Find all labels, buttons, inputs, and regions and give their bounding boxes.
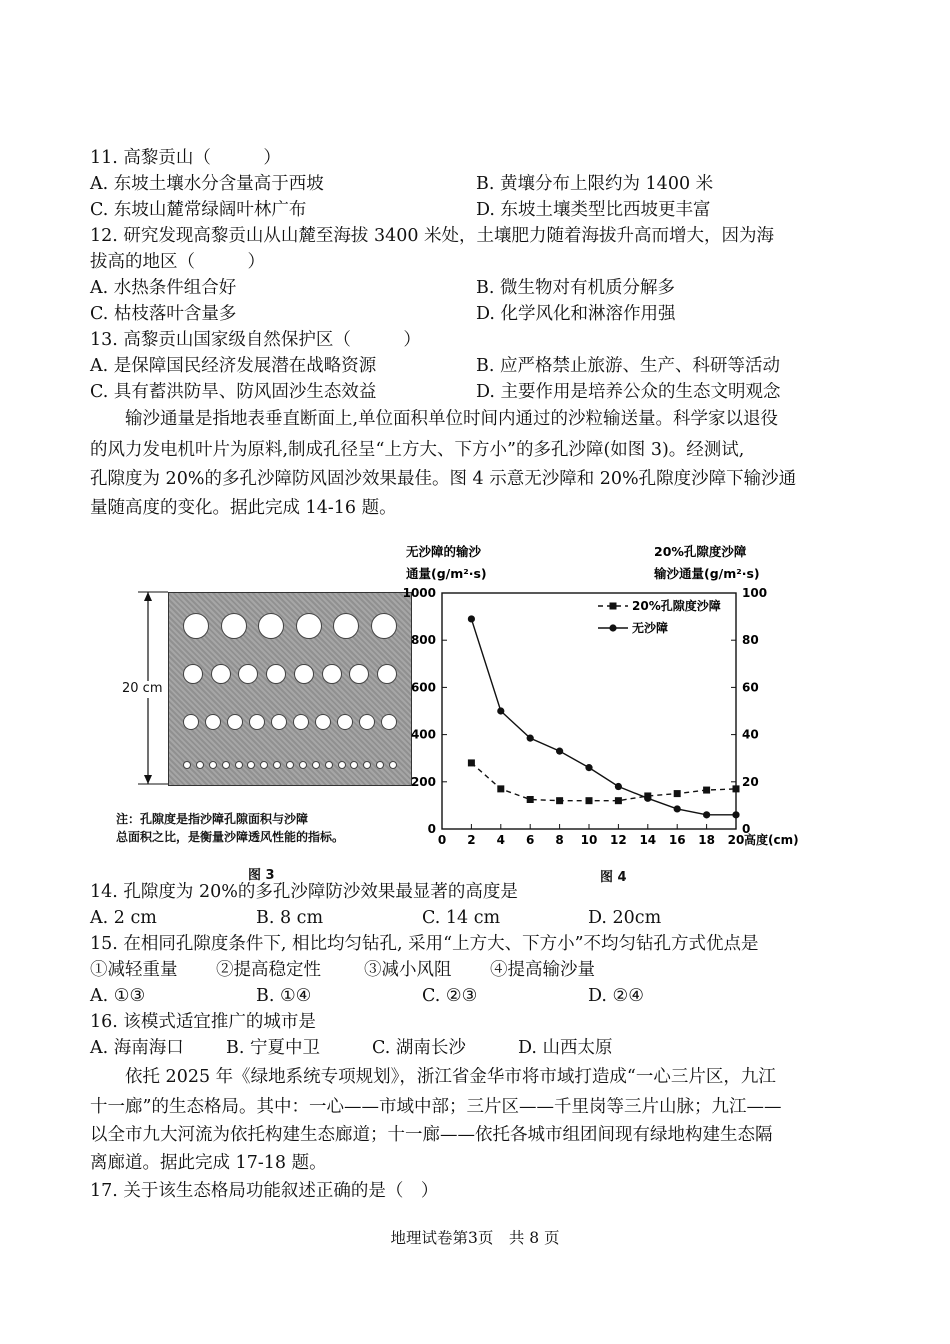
- right-tick-label: 40: [742, 727, 759, 742]
- x-tick-label: 16: [668, 833, 686, 847]
- series-point-circle: [556, 748, 563, 755]
- q14-option-d: D. 20cm: [588, 908, 662, 928]
- q15-option-d: D. ②④: [588, 986, 644, 1006]
- barrier-hole: [337, 714, 353, 730]
- barrier-hole: [363, 761, 371, 769]
- q12-stem-line1: 12. 研究发现高黎贡山从山麓至海拔 3400 米处，土壤肥力随着海拔升高而增大，因为海: [90, 226, 775, 246]
- series-point-circle: [527, 735, 534, 742]
- barrier-hole: [209, 761, 217, 769]
- barrier-hole: [371, 613, 397, 639]
- x-tick-label: 12: [610, 833, 627, 847]
- q15-item-3: ③减小风阻: [364, 960, 452, 980]
- series-point-circle: [585, 764, 592, 771]
- passage1-line1: 输沙通量是指地表垂直断面上,单位面积单位时间内通过的沙粒输送量。科学家以退役: [90, 409, 779, 429]
- q15-stem: 15. 在相同孔隙度条件下, 相比均匀钻孔, 采用“上方大、下方小”不均匀钻孔方式优点是: [90, 934, 759, 954]
- series-point-square: [586, 797, 593, 804]
- barrier-hole: [389, 761, 397, 769]
- q16-option-b: B. 宁夏中卫: [226, 1038, 320, 1058]
- q15-item-2: ②提高稳定性: [216, 960, 321, 980]
- barrier-hole: [266, 664, 286, 684]
- left-axis-label-line2: 通量(g/m²·s): [406, 566, 487, 581]
- barrier-hole: [377, 664, 397, 684]
- page-footer: 地理试卷第3页 共 8 页: [390, 1229, 560, 1247]
- series-point-circle: [732, 811, 739, 818]
- legend-label-barrier: 20%孔隙度沙障: [632, 599, 721, 613]
- series-point-square: [733, 785, 740, 792]
- passage1-line2: 的风力发电机叶片为原料,制成孔径呈“上方大、下方小”的多孔沙障(如图 3)。经测试,: [90, 440, 745, 460]
- barrier-hole: [258, 613, 284, 639]
- series-point-circle: [703, 811, 710, 818]
- q15-item-1: ①减轻重量: [90, 960, 178, 980]
- left-tick-label: 0: [427, 822, 436, 836]
- series-point-square: [703, 787, 710, 794]
- legend-marker-no-barrier: [609, 624, 616, 631]
- series-point-circle: [497, 707, 504, 714]
- q13-option-d: D. 主要作用是培养公众的生态文明观念: [476, 382, 781, 402]
- barrier-hole: [221, 613, 247, 639]
- passage1-line4: 量随高度的变化。据此完成 14-16 题。: [90, 498, 397, 518]
- series-point-circle: [674, 805, 681, 812]
- figure-4-caption: 图 4: [600, 870, 627, 885]
- series-point-square: [468, 759, 475, 766]
- q12-option-a: A. 水热条件组合好: [90, 278, 237, 298]
- barrier-hole: [338, 761, 346, 769]
- left-tick-label: 600: [410, 680, 436, 695]
- barrier-hole: [293, 714, 309, 730]
- figure-3-note: [116, 810, 416, 846]
- barrier-hole: [247, 761, 255, 769]
- height-label: 20 cm: [122, 681, 163, 696]
- series-point-square: [615, 797, 622, 804]
- q14-stem: 14. 孔隙度为 20%的多孔沙障防沙效果最显著的高度是: [90, 882, 518, 902]
- series-point-square: [497, 785, 504, 792]
- barrier-hole: [359, 714, 375, 730]
- x-tick-label: 4: [496, 833, 505, 847]
- passage2-line3: 以全市九大河流为依托构建生态廊道；十一廊——依托各城市组团间现有绿地构建生态隔: [90, 1125, 773, 1145]
- q17-stem: 17. 关于该生态格局功能叙述正确的是（ ）: [90, 1181, 439, 1201]
- q11-option-a: A. 东坡土壤水分含量高于西坡: [90, 174, 324, 194]
- x-tick-label: 20: [727, 833, 745, 847]
- barrier-hole: [322, 664, 342, 684]
- barrier-hole: [183, 613, 209, 639]
- barrier-hole: [227, 714, 243, 730]
- q13-option-b: B. 应严格禁止旅游、生产、科研等活动: [476, 356, 780, 376]
- barrier-hole: [312, 761, 320, 769]
- passage1-line3: 孔隙度为 20%的多孔沙障防风固沙效果最佳。图 4 示意无沙障和 20%孔隙度沙障下输沙通: [90, 469, 797, 489]
- q13-stem: 13. 高黎贡山国家级自然保护区（ ）: [90, 330, 421, 350]
- barrier-hole: [205, 714, 221, 730]
- left-tick-label: 400: [410, 727, 436, 742]
- left-tick-label: 1000: [402, 586, 436, 600]
- q11-option-d: D. 东坡土壤类型比西坡更丰富: [476, 200, 711, 220]
- figure-3-sand-barrier: [110, 586, 410, 856]
- barrier-hole: [350, 761, 358, 769]
- barrier-hole: [296, 613, 322, 639]
- barrier-hole: [183, 761, 191, 769]
- left-axis-label-line1: 无沙障的输沙: [406, 544, 482, 559]
- x-tick-label: 8: [555, 833, 564, 847]
- q12-option-c: C. 枯枝落叶含量多: [90, 304, 237, 324]
- q14-option-c: C. 14 cm: [422, 908, 501, 928]
- barrier-hole: [381, 714, 397, 730]
- right-tick-label: 60: [742, 680, 759, 695]
- note-line1: 注：孔隙度是指沙障孔隙面积与沙障: [116, 812, 309, 826]
- plot-frame: [442, 593, 736, 829]
- barrier-hole: [211, 664, 231, 684]
- x-axis-label: 高度(cm): [744, 833, 799, 847]
- q12-option-d: D. 化学风化和淋溶作用强: [476, 304, 676, 324]
- x-tick-label: 6: [526, 833, 535, 847]
- legend-marker-barrier: [610, 603, 617, 610]
- left-tick-label: 200: [410, 774, 436, 789]
- legend-label-no-barrier: 无沙障: [632, 621, 669, 635]
- q15-option-a: A. ①③: [90, 986, 146, 1006]
- barrier-hole: [183, 664, 203, 684]
- figure-3-caption: 图 3: [248, 868, 275, 883]
- barrier-hole: [235, 761, 243, 769]
- barrier-hole: [238, 664, 258, 684]
- q13-option-c: C. 具有蓄洪防旱、防风固沙生态效益: [90, 382, 377, 402]
- q11-option-b: B. 黄壤分布上限约为 1400 米: [476, 174, 714, 194]
- right-axis-label-line2: 输沙通量(g/m²·s): [654, 566, 760, 581]
- barrier-hole: [349, 664, 369, 684]
- series-line-1: [471, 763, 736, 801]
- right-axis-label-line1: 20%孔隙度沙障: [654, 544, 747, 559]
- right-tick-label: 20: [742, 774, 759, 789]
- barrier-hole: [333, 613, 359, 639]
- barrier-hole: [183, 714, 199, 730]
- passage2-line2: 十一廊”的生态格局。其中：一心——市域中部；三片区——千里岗等三片山脉；九江——: [90, 1097, 782, 1117]
- barrier-hole: [286, 761, 294, 769]
- q11-stem: 11. 高黎贡山（ ）: [90, 148, 281, 168]
- series-point-square: [674, 790, 681, 797]
- q12-stem-line2: 拔高的地区（ ）: [90, 252, 265, 272]
- x-tick-label: 14: [639, 833, 657, 847]
- x-tick-label: 0: [437, 833, 447, 847]
- barrier-hole: [271, 714, 287, 730]
- series-point-square: [556, 797, 563, 804]
- barrier-hole: [249, 714, 265, 730]
- passage2-line4: 离廊道。据此完成 17-18 题。: [90, 1153, 327, 1173]
- q11-option-c: C. 东坡山麓常绿阔叶林广布: [90, 200, 307, 220]
- q15-option-b: B. ①④: [256, 986, 312, 1006]
- barrier-hole: [376, 761, 384, 769]
- series-point-circle: [615, 783, 622, 790]
- q13-option-a: A. 是保障国民经济发展潜在战略资源: [90, 356, 377, 376]
- q16-option-d: D. 山西太原: [518, 1038, 613, 1058]
- series-line-2: [471, 619, 736, 815]
- chart-svg: [400, 536, 810, 856]
- barrier-hole: [315, 714, 331, 730]
- left-tick-label: 800: [410, 633, 436, 648]
- right-tick-label: 100: [742, 586, 768, 600]
- q16-option-a: A. 海南海口: [90, 1038, 184, 1058]
- barrier-hole: [294, 664, 314, 684]
- q15-item-4: ④提高输沙量: [490, 960, 595, 980]
- barrier-hole: [222, 761, 230, 769]
- x-tick-label: 18: [698, 833, 715, 847]
- series-point-square: [527, 796, 534, 803]
- barrier-hole: [299, 761, 307, 769]
- right-tick-label: 0: [742, 822, 751, 836]
- barrier-hole: [325, 761, 333, 769]
- porous-plate: [168, 592, 412, 786]
- x-tick-label: 10: [580, 833, 598, 847]
- note-line2: 总面积之比，是衡量沙障透风性能的指标。: [116, 830, 345, 844]
- q16-stem: 16. 该模式适宜推广的城市是: [90, 1012, 316, 1032]
- q15-option-c: C. ②③: [422, 986, 478, 1006]
- x-tick-label: 2: [467, 833, 476, 847]
- figure-4-chart: [400, 536, 810, 856]
- barrier-hole: [196, 761, 204, 769]
- series-point-circle: [644, 795, 651, 802]
- barrier-hole: [273, 761, 281, 769]
- barrier-hole: [260, 761, 268, 769]
- q12-option-b: B. 微生物对有机质分解多: [476, 278, 675, 298]
- q14-option-a: A. 2 cm: [90, 908, 157, 928]
- q16-option-c: C. 湖南长沙: [372, 1038, 466, 1058]
- passage2-line1: 依托 2025 年《绿地系统专项规划》，浙江省金华市将市域打造成“一心三片区，九江: [90, 1067, 776, 1087]
- q14-option-b: B. 8 cm: [256, 908, 324, 928]
- series-point-circle: [468, 615, 475, 622]
- right-tick-label: 80: [742, 633, 759, 648]
